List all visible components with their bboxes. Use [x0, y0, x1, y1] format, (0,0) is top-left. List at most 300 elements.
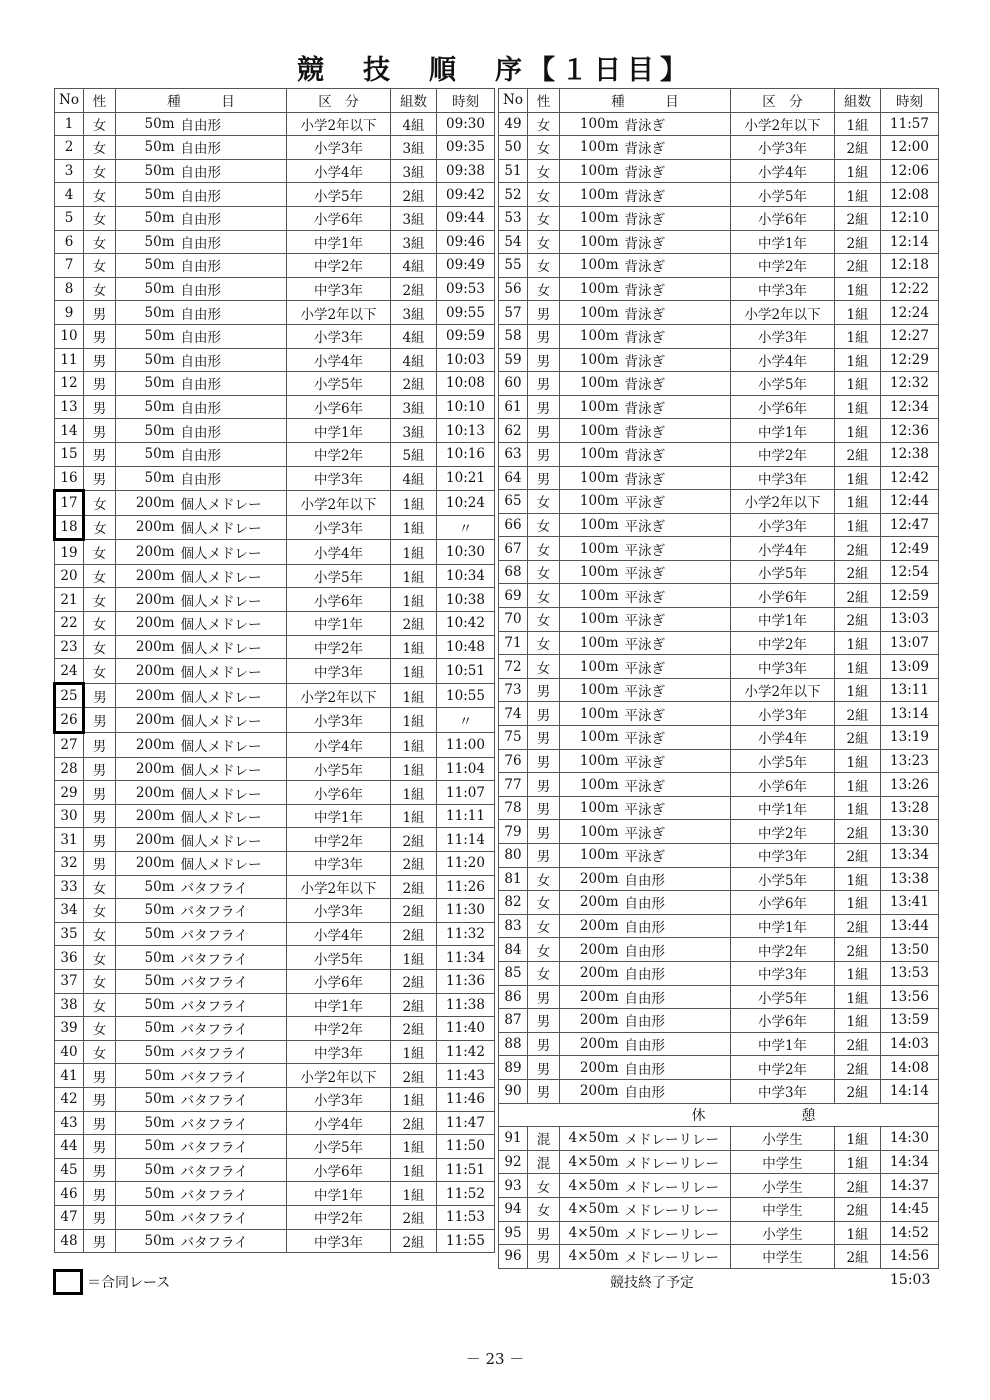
cell-distance: 200m	[116, 612, 178, 636]
cell-time: 11:40	[437, 1017, 495, 1041]
cell-distance: 200m	[560, 1056, 622, 1080]
cell-groups: 1組	[391, 659, 437, 684]
cell-distance: 100m	[560, 631, 622, 655]
cell-sex: 男	[528, 301, 560, 325]
cell-no: 45	[55, 1158, 84, 1182]
cell-event: 平泳ぎ	[622, 796, 731, 820]
cell-groups: 1組	[391, 635, 437, 659]
cell-sex: 女	[84, 159, 116, 183]
cell-time: 12:08	[881, 183, 939, 207]
table-row	[499, 961, 939, 985]
cell-sex: 男	[528, 395, 560, 419]
cell-category: 小学5年	[287, 946, 391, 970]
cell-no: 72	[499, 655, 528, 679]
cell-event: 自由形	[178, 301, 287, 325]
cell-no: 76	[499, 749, 528, 773]
cell-time: 10:24	[437, 491, 495, 516]
cell-distance: 4×50m	[560, 1197, 622, 1221]
table-row	[499, 844, 939, 868]
cell-category: 小学4年	[287, 733, 391, 758]
table-row	[55, 395, 495, 419]
cell-sex: 女	[528, 655, 560, 679]
cell-distance: 50m	[116, 1040, 178, 1064]
cell-no: 52	[499, 183, 528, 207]
cell-no: 58	[499, 324, 528, 348]
cell-time: 10:42	[437, 612, 495, 636]
cell-event: 自由形	[622, 891, 731, 915]
end-time: 15:03	[890, 1272, 931, 1288]
table-row	[55, 781, 495, 805]
cell-distance: 50m	[116, 466, 178, 491]
cell-groups: 1組	[835, 796, 881, 820]
cell-category: 小学5年	[731, 183, 835, 207]
cell-category: 小学6年	[731, 395, 835, 419]
cell-distance: 50m	[116, 1087, 178, 1111]
table-row	[55, 540, 495, 565]
cell-event: 自由形	[178, 230, 287, 254]
cell-sex: 女	[84, 969, 116, 993]
cell-sex: 女	[528, 891, 560, 915]
cell-time: 12:42	[881, 466, 939, 490]
cell-groups: 1組	[391, 804, 437, 828]
cell-sex: 女	[84, 112, 116, 136]
cell-time: 11:34	[437, 946, 495, 970]
cell-time: 11:20	[437, 852, 495, 876]
cell-distance: 100m	[560, 844, 622, 868]
cell-category: 中学1年	[731, 914, 835, 938]
cell-event: メドレーリレー	[622, 1221, 731, 1245]
cell-no: 18	[55, 515, 84, 540]
table-row	[55, 1182, 495, 1206]
cell-distance: 50m	[116, 136, 178, 160]
cell-distance: 200m	[116, 781, 178, 805]
cell-event: 個人メドレー	[178, 733, 287, 758]
cell-no: 68	[499, 560, 528, 584]
cell-sex: 女	[528, 183, 560, 207]
cell-time: 〃	[437, 708, 495, 733]
cell-sex: 女	[84, 277, 116, 301]
cell-no: 77	[499, 773, 528, 797]
table-row	[499, 1150, 939, 1174]
cell-category: 中学2年	[731, 254, 835, 278]
cell-event: 自由形	[178, 419, 287, 443]
cell-distance: 100m	[560, 796, 622, 820]
cell-groups: 2組	[391, 1205, 437, 1229]
cell-event: 個人メドレー	[178, 659, 287, 684]
cell-distance: 100m	[560, 183, 622, 207]
cell-sex: 男	[528, 678, 560, 702]
cell-groups: 4組	[391, 466, 437, 491]
cell-category: 小学6年	[287, 206, 391, 230]
cell-no: 28	[55, 757, 84, 781]
cell-no: 83	[499, 914, 528, 938]
cell-distance: 4×50m	[560, 1127, 622, 1151]
table-row	[499, 655, 939, 679]
cell-time: 14:37	[881, 1174, 939, 1198]
cell-distance: 50m	[116, 277, 178, 301]
cell-event: 背泳ぎ	[622, 301, 731, 325]
cell-event: 平泳ぎ	[622, 584, 731, 608]
table-row	[499, 985, 939, 1009]
cell-no: 23	[55, 635, 84, 659]
cell-time: 13:14	[881, 702, 939, 726]
cell-time: 12:00	[881, 136, 939, 160]
cell-sex: 女	[84, 206, 116, 230]
cell-sex: 女	[84, 612, 116, 636]
cell-groups: 2組	[835, 560, 881, 584]
cell-event: 自由形	[622, 1009, 731, 1033]
cell-category: 中学2年	[287, 1205, 391, 1229]
table-row	[499, 678, 939, 702]
cell-event: 個人メドレー	[178, 683, 287, 708]
cell-category: 中学2年	[731, 1056, 835, 1080]
cell-no: 49	[499, 112, 528, 136]
cell-no: 50	[499, 136, 528, 160]
cell-groups: 4組	[391, 348, 437, 372]
cell-time: 10:03	[437, 348, 495, 372]
header-row	[499, 89, 939, 113]
cell-no: 43	[55, 1111, 84, 1135]
table-row	[499, 324, 939, 348]
cell-no: 3	[55, 159, 84, 183]
cell-category: 小学2年以下	[287, 112, 391, 136]
cell-category: 小学2年以下	[287, 1064, 391, 1088]
schedule-table-left	[53, 88, 495, 1253]
cell-category: 中学3年	[287, 277, 391, 301]
cell-event: 背泳ぎ	[622, 372, 731, 396]
cell-time: 11:52	[437, 1182, 495, 1206]
cell-event: 平泳ぎ	[622, 726, 731, 750]
cell-sex: 女	[84, 254, 116, 278]
cell-sex: 男	[84, 324, 116, 348]
cell-groups: 2組	[391, 1111, 437, 1135]
cell-distance: 100m	[560, 324, 622, 348]
cell-category: 中学1年	[287, 230, 391, 254]
cell-no: 38	[55, 993, 84, 1017]
table-row	[55, 899, 495, 923]
cell-no: 88	[499, 1032, 528, 1056]
cell-time: 11:30	[437, 899, 495, 923]
cell-distance: 200m	[560, 867, 622, 891]
cell-event: 自由形	[622, 961, 731, 985]
cell-time: 12:36	[881, 419, 939, 443]
cell-event: 平泳ぎ	[622, 537, 731, 561]
cell-sex: 女	[528, 938, 560, 962]
cell-time: 13:53	[881, 961, 939, 985]
cell-groups: 1組	[391, 733, 437, 758]
header-row	[55, 89, 495, 113]
cell-no: 86	[499, 985, 528, 1009]
cell-category: 中学2年	[287, 635, 391, 659]
cell-distance: 200m	[116, 588, 178, 612]
header-category: 区 分	[287, 89, 391, 113]
cell-sex: 男	[528, 702, 560, 726]
cell-time: 12:34	[881, 395, 939, 419]
cell-sex: 男	[84, 804, 116, 828]
cell-category: 中学3年	[731, 844, 835, 868]
cell-distance: 50m	[116, 993, 178, 1017]
end-label: 競技終了予定	[610, 1275, 694, 1291]
cell-sex: 男	[528, 1032, 560, 1056]
header-event: 種 目	[560, 89, 731, 113]
cell-sex: 男	[84, 1158, 116, 1182]
cell-no: 21	[55, 588, 84, 612]
cell-category: 小学5年	[287, 183, 391, 207]
table-row	[499, 466, 939, 490]
cell-distance: 50m	[116, 1182, 178, 1206]
cell-time: 13:30	[881, 820, 939, 844]
cell-time: 11:38	[437, 993, 495, 1017]
cell-category: 中学3年	[731, 961, 835, 985]
cell-no: 71	[499, 631, 528, 655]
table-row	[499, 230, 939, 254]
schedule-body-right	[499, 112, 939, 1103]
cell-event: 個人メドレー	[178, 612, 287, 636]
cell-category: 中学2年	[287, 1017, 391, 1041]
cell-groups: 1組	[835, 1221, 881, 1245]
cell-category: 小学6年	[731, 891, 835, 915]
cell-event: バタフライ	[178, 993, 287, 1017]
table-row	[55, 515, 495, 540]
cell-sex: 女	[84, 491, 116, 516]
cell-event: バタフライ	[178, 1135, 287, 1159]
table-row	[499, 348, 939, 372]
table-row	[499, 867, 939, 891]
cell-category: 小学5年	[731, 372, 835, 396]
cell-sex: 女	[528, 1197, 560, 1221]
cell-event: 自由形	[178, 442, 287, 466]
cell-no: 41	[55, 1064, 84, 1088]
cell-event: メドレーリレー	[622, 1197, 731, 1221]
cell-event: 平泳ぎ	[622, 678, 731, 702]
cell-time: 09:55	[437, 301, 495, 325]
cell-event: 平泳ぎ	[622, 490, 731, 514]
cell-groups: 2組	[835, 1197, 881, 1221]
cell-distance: 200m	[116, 757, 178, 781]
cell-sex: 男	[528, 372, 560, 396]
table-row	[55, 804, 495, 828]
table-row	[55, 112, 495, 136]
cell-no: 37	[55, 969, 84, 993]
cell-category: 中学2年	[731, 631, 835, 655]
cell-no: 95	[499, 1221, 528, 1245]
cell-sex: 女	[84, 1040, 116, 1064]
cell-no: 17	[55, 491, 84, 516]
cell-time: 14:03	[881, 1032, 939, 1056]
cell-time: 12:32	[881, 372, 939, 396]
cell-event: 平泳ぎ	[622, 749, 731, 773]
cell-distance: 50m	[116, 301, 178, 325]
cell-category: 小学3年	[287, 899, 391, 923]
table-row	[55, 757, 495, 781]
table-row	[499, 206, 939, 230]
cell-groups: 1組	[835, 301, 881, 325]
cell-event: 自由形	[178, 348, 287, 372]
table-row	[499, 608, 939, 632]
cell-groups: 2組	[835, 584, 881, 608]
cell-time: 09:38	[437, 159, 495, 183]
table-row	[55, 1229, 495, 1253]
cell-sex: 男	[84, 828, 116, 852]
cell-category: 中学2年	[287, 442, 391, 466]
cell-no: 47	[55, 1205, 84, 1229]
cell-sex: 男	[528, 419, 560, 443]
cell-event: 個人メドレー	[178, 588, 287, 612]
cell-groups: 2組	[391, 612, 437, 636]
cell-sex: 男	[84, 395, 116, 419]
table-row	[55, 733, 495, 758]
cell-distance: 50m	[116, 1017, 178, 1041]
cell-sex: 女	[84, 993, 116, 1017]
cell-no: 60	[499, 372, 528, 396]
cell-sex: 女	[84, 588, 116, 612]
cell-no: 63	[499, 442, 528, 466]
header-time: 時刻	[437, 89, 495, 113]
cell-no: 61	[499, 395, 528, 419]
cell-distance: 50m	[116, 1135, 178, 1159]
table-row	[499, 442, 939, 466]
cell-time: 14:14	[881, 1079, 939, 1103]
cell-event: 個人メドレー	[178, 828, 287, 852]
cell-no: 96	[499, 1245, 528, 1269]
cell-distance: 200m	[560, 891, 622, 915]
cell-distance: 50m	[116, 159, 178, 183]
cell-time: 10:48	[437, 635, 495, 659]
cell-groups: 2組	[391, 1064, 437, 1088]
table-row	[55, 254, 495, 278]
cell-event: 平泳ぎ	[622, 631, 731, 655]
cell-time: 11:50	[437, 1135, 495, 1159]
cell-event: 個人メドレー	[178, 635, 287, 659]
cell-no: 67	[499, 537, 528, 561]
cell-no: 8	[55, 277, 84, 301]
cell-groups: 1組	[835, 395, 881, 419]
cell-distance: 50m	[116, 395, 178, 419]
cell-time: 13:44	[881, 914, 939, 938]
table-row	[499, 1174, 939, 1198]
cell-category: 中学1年	[287, 419, 391, 443]
cell-groups: 1組	[835, 348, 881, 372]
cell-distance: 200m	[116, 733, 178, 758]
cell-distance: 200m	[116, 564, 178, 588]
cell-groups: 2組	[391, 828, 437, 852]
cell-category: 中学1年	[731, 796, 835, 820]
cell-no: 1	[55, 112, 84, 136]
cell-time: 11:57	[881, 112, 939, 136]
cell-distance: 200m	[116, 683, 178, 708]
table-row	[55, 1017, 495, 1041]
cell-distance: 100m	[560, 466, 622, 490]
cell-no: 19	[55, 540, 84, 565]
table-row	[499, 1197, 939, 1221]
cell-no: 51	[499, 159, 528, 183]
cell-distance: 100m	[560, 678, 622, 702]
cell-sex: 男	[528, 466, 560, 490]
cell-groups: 2組	[835, 1245, 881, 1269]
table-row	[55, 612, 495, 636]
cell-time: 13:11	[881, 678, 939, 702]
header-category: 区 分	[731, 89, 835, 113]
cell-distance: 100m	[560, 584, 622, 608]
cell-sex: 男	[528, 773, 560, 797]
relay-body	[499, 1127, 939, 1269]
cell-category: 中学1年	[731, 1032, 835, 1056]
cell-time: 14:08	[881, 1056, 939, 1080]
cell-groups: 1組	[835, 631, 881, 655]
cell-sex: 男	[528, 324, 560, 348]
cell-event: 自由形	[622, 1056, 731, 1080]
cell-groups: 1組	[835, 159, 881, 183]
cell-no: 16	[55, 466, 84, 491]
cell-no: 81	[499, 867, 528, 891]
cell-category: 小学生	[731, 1174, 835, 1198]
cell-groups: 1組	[391, 1182, 437, 1206]
cell-time: 11:51	[437, 1158, 495, 1182]
cell-groups: 1組	[835, 490, 881, 514]
cell-no: 64	[499, 466, 528, 490]
cell-category: 小学6年	[287, 395, 391, 419]
cell-groups: 1組	[835, 466, 881, 490]
cell-distance: 200m	[116, 708, 178, 733]
cell-groups: 2組	[391, 922, 437, 946]
table-row	[499, 796, 939, 820]
table-row	[499, 631, 939, 655]
cell-category: 中学2年	[731, 938, 835, 962]
cell-category: 小学5年	[731, 560, 835, 584]
table-row	[499, 277, 939, 301]
cell-groups: 1組	[391, 1135, 437, 1159]
cell-groups: 1組	[835, 891, 881, 915]
cell-time: 13:56	[881, 985, 939, 1009]
cell-time: 12:18	[881, 254, 939, 278]
cell-distance: 100m	[560, 372, 622, 396]
cell-event: 平泳ぎ	[622, 608, 731, 632]
cell-sex: 男	[84, 757, 116, 781]
cell-event: 個人メドレー	[178, 515, 287, 540]
cell-groups: 4組	[391, 324, 437, 348]
cell-event: バタフライ	[178, 969, 287, 993]
cell-groups: 2組	[835, 1079, 881, 1103]
table-row	[499, 1245, 939, 1269]
cell-category: 小学2年以下	[287, 491, 391, 516]
cell-groups: 3組	[391, 395, 437, 419]
table-row	[499, 1009, 939, 1033]
cell-category: 小学6年	[731, 1009, 835, 1033]
cell-time: 11:14	[437, 828, 495, 852]
cell-sex: 男	[84, 1064, 116, 1088]
cell-category: 小学生	[731, 1127, 835, 1151]
cell-time: 13:07	[881, 631, 939, 655]
cell-sex: 男	[84, 466, 116, 491]
cell-sex: 女	[84, 659, 116, 684]
cell-no: 62	[499, 419, 528, 443]
cell-no: 32	[55, 852, 84, 876]
cell-no: 56	[499, 277, 528, 301]
table-row	[55, 875, 495, 899]
cell-sex: 男	[84, 419, 116, 443]
cell-sex: 混	[528, 1150, 560, 1174]
cell-groups: 2組	[835, 914, 881, 938]
cell-groups: 1組	[835, 961, 881, 985]
cell-no: 65	[499, 490, 528, 514]
cell-groups: 2組	[391, 372, 437, 396]
cell-time: 11:46	[437, 1087, 495, 1111]
table-row	[499, 938, 939, 962]
cell-time: 12:38	[881, 442, 939, 466]
table-row	[55, 852, 495, 876]
schedule-table-right	[498, 88, 939, 1269]
cell-groups: 1組	[835, 513, 881, 537]
